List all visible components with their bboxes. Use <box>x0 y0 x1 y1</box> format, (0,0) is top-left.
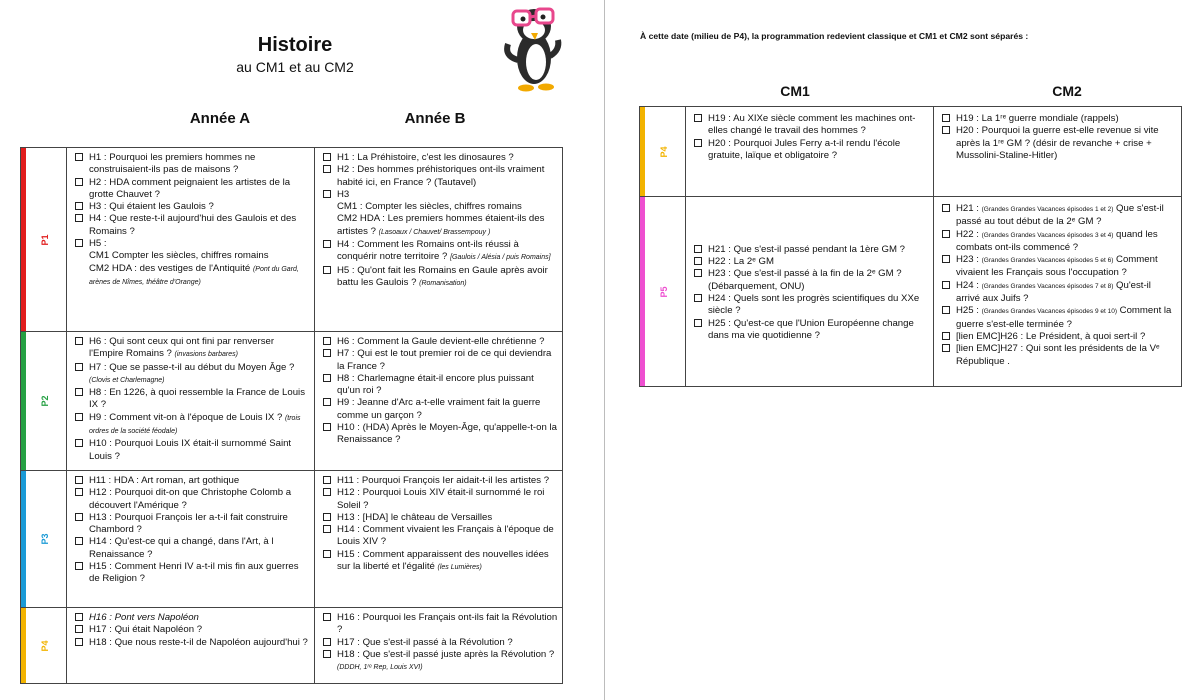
lesson-text: quand les combats ont-ils commencé ? <box>956 228 1158 253</box>
year-programming-table <box>20 147 563 684</box>
lesson-item <box>323 189 558 201</box>
checkbox[interactable] <box>75 388 83 396</box>
lesson-text: H8 : En 1226, à quoi ressemble la France de Louis IX ? <box>89 387 305 411</box>
lesson-item <box>323 348 558 373</box>
lesson-text: H22 : <box>956 228 979 240</box>
period-row <box>640 197 1182 387</box>
period-row <box>21 148 563 332</box>
lesson-text: [lien EMC]H27 : Qui sont les présidents de la Vᵉ République . <box>956 343 1160 367</box>
lesson-text: Que s'est-il passé au tout début de la 2ᵉ GM ? <box>956 203 1164 228</box>
checkbox[interactable] <box>75 413 83 421</box>
lesson-note: (Clovis et Charlemagne) <box>89 376 165 384</box>
lesson-item <box>323 649 558 675</box>
lesson-cell <box>315 332 563 471</box>
checkbox[interactable] <box>694 139 702 147</box>
lesson-item <box>75 362 310 388</box>
lesson-item <box>942 254 1177 280</box>
period-row <box>21 332 563 471</box>
lesson-item <box>942 229 1177 255</box>
lesson-text: H11 : Pourquoi François Ier aidait-t-il les artistes ? <box>337 475 550 486</box>
checkbox[interactable] <box>323 337 331 345</box>
lesson-text: [lien EMC]H26 : Le Président, à quoi sert-il ? <box>956 330 1146 342</box>
checkbox[interactable] <box>75 239 83 247</box>
period-cell <box>21 471 67 608</box>
lesson-text: H6 : Comment la Gaule devient-elle chrétienne ? <box>337 336 545 347</box>
lesson-text: H15 : Comment Henri IV a-t-il mis fin aux guerres de Religion ? <box>89 561 299 585</box>
lesson-text: H20 : Pourquoi la guerre est-elle revenue si vite après la 1ʳᵉ GM ? (désir de revanche + crise + Mussolini-Staline-Hitler) <box>956 125 1159 161</box>
year-b-heading: Année B <box>404 110 466 127</box>
lesson-item <box>75 152 310 177</box>
checkbox[interactable] <box>942 204 950 212</box>
lesson-item <box>942 125 1177 162</box>
lesson-item <box>323 201 558 213</box>
lesson-item <box>323 524 558 549</box>
checkbox[interactable] <box>942 344 950 352</box>
lesson-text: H6 : Qui sont ceux qui ont fini par renverser l'Empire Romains ? <box>89 336 275 360</box>
lesson-text: H25 : Qu'est-ce que l'Union Européenne change dans ma vie quotidienne ? <box>708 317 914 341</box>
checkbox[interactable] <box>75 488 83 496</box>
checkbox[interactable] <box>75 153 83 161</box>
lesson-text: H12 : Pourquoi dit-on que Christophe Colomb a découvert l'Amérique ? <box>89 487 292 511</box>
checkbox[interactable] <box>75 537 83 545</box>
checkbox[interactable] <box>323 476 331 484</box>
lesson-note: (Romanisation) <box>419 279 467 287</box>
checkbox[interactable] <box>942 332 950 340</box>
lesson-cell <box>934 197 1182 387</box>
lesson-item <box>75 238 310 250</box>
lesson-text: H15 : Comment apparaissent des nouvelles idées sur la liberté et l'égalité <box>337 548 549 573</box>
lesson-cell <box>934 107 1182 197</box>
lesson-item <box>323 152 558 164</box>
lesson-item <box>75 624 310 636</box>
lesson-text: H8 : Charlemagne était-il encore plus puissant qu'un roi ? <box>337 372 534 397</box>
period-label: P1 <box>40 233 50 246</box>
page-title: Histoire <box>257 34 333 56</box>
checkbox[interactable] <box>942 306 950 314</box>
lesson-text: H1 : La Préhistoire, c'est les dinosaures ? <box>337 152 514 163</box>
lesson-note: (Grandes Grandes Vacances épisodes 9 et 10) <box>981 308 1117 316</box>
lesson-text: H21 : Que s'est-il passé pendant la 1ère GM ? <box>708 243 906 255</box>
year-a-heading: Année A <box>189 110 251 127</box>
checkbox[interactable] <box>75 363 83 371</box>
checkbox[interactable] <box>323 349 331 357</box>
lesson-item <box>75 250 310 262</box>
lesson-item <box>323 549 558 575</box>
checkbox[interactable] <box>694 319 702 327</box>
checkbox[interactable] <box>323 488 331 496</box>
lesson-note: (Pont du Gard, arènes de Nîmes, théâtre d'Orange) <box>89 265 299 286</box>
lesson-item <box>323 164 558 189</box>
lesson-item <box>75 475 310 487</box>
lesson-cell <box>686 197 934 387</box>
lesson-note: (invasions barbares) <box>174 351 238 359</box>
lesson-text: H19 : Au XIXe siècle comment les machines ont-elles changé le travail des hommes ? <box>708 113 916 137</box>
lesson-item <box>75 561 310 586</box>
lesson-text: H18 : Que s'est-il passé juste après la Révolution ? <box>337 648 555 660</box>
checkbox[interactable] <box>323 240 331 248</box>
lesson-item <box>323 475 558 487</box>
lesson-cell <box>67 471 315 608</box>
lesson-text: H10 : (HDA) Après le Moyen-Âge, qu'appelle-t-on la Renaissance ? <box>337 422 557 446</box>
period-color-bar <box>21 332 26 470</box>
period-cell <box>21 148 67 332</box>
penguin-mascot-icon <box>498 0 568 96</box>
period-cell <box>21 608 67 684</box>
checkbox[interactable] <box>942 281 950 289</box>
checkbox[interactable] <box>942 114 950 122</box>
checkbox[interactable] <box>323 550 331 558</box>
page-subtitle: au CM1 et au CM2 <box>236 59 354 75</box>
cm1-heading: CM1 <box>780 83 810 99</box>
checkbox[interactable] <box>323 374 331 382</box>
lesson-text: H13 : Pourquoi François Ier a-t-il fait construire Chambord ? <box>89 511 288 536</box>
lesson-item <box>75 177 310 202</box>
lesson-text: Comment vivaient les Français sous l'occupation ? <box>956 254 1158 279</box>
checkbox[interactable] <box>694 294 702 302</box>
checkbox[interactable] <box>75 513 83 521</box>
lesson-item <box>323 487 558 512</box>
period-color-bar <box>21 148 26 331</box>
lesson-note: [Gaulois / Alésia / puis Romains] <box>450 254 551 262</box>
lesson-note: (Grandes Grandes Vacances épisodes 5 et 6) <box>981 257 1114 265</box>
lesson-note: (Lasoaux / Chauvet/ Brassempouy ) <box>378 228 491 236</box>
lesson-text: H13 : [HDA] le château de Versailles <box>337 511 493 523</box>
lesson-item <box>323 239 558 265</box>
period-color-bar <box>21 608 26 683</box>
lesson-item <box>75 536 310 561</box>
lesson-text: H16 : Pont vers Napoléon <box>89 612 199 623</box>
lesson-item <box>75 213 310 238</box>
checkbox[interactable] <box>942 230 950 238</box>
lesson-text: H5 : <box>89 238 107 250</box>
period-label: P4 <box>40 639 50 652</box>
lesson-text: H4 : Comment les Romains ont-ils réussi à conquérir notre territoire ? <box>337 239 519 263</box>
intro-note: À cette date (milieu de P4), la programmation redevient classique et CM1 et CM2 sont séparés : <box>640 31 1029 41</box>
lesson-text: H9 : Jeanne d'Arc a-t-elle vraiment fait la guerre comme un garçon ? <box>337 397 541 421</box>
checkbox[interactable] <box>942 126 950 134</box>
period-row <box>640 107 1182 197</box>
lesson-text: H2 : Des hommes préhistoriques ont-ils vraiment habité ici, en France ? (Tautavel) <box>337 164 545 188</box>
lesson-item <box>694 293 929 318</box>
lesson-item <box>75 512 310 537</box>
lesson-item <box>75 387 310 412</box>
checkbox[interactable] <box>75 613 83 621</box>
checkbox[interactable] <box>75 214 83 222</box>
lesson-cell <box>67 148 315 332</box>
lesson-item <box>694 268 929 293</box>
lesson-item <box>694 244 929 256</box>
lesson-text: H14 : Comment vivaient les Français à l'époque de Louis XIV ? <box>337 524 554 548</box>
lesson-note: (Grandes Grandes Vacances épisodes 7 et 8) <box>981 282 1114 290</box>
lesson-item <box>694 318 929 343</box>
lesson-text: H22 : La 2ᵉ GM <box>708 256 774 268</box>
lesson-text: H3 <box>337 188 350 200</box>
lesson-text: H17 : Que s'est-il passé à la Révolution ? <box>337 636 513 648</box>
checkbox[interactable] <box>323 650 331 658</box>
lesson-text: H9 : Comment vit-on à l'époque de Louis IX ? <box>89 411 283 423</box>
checkbox[interactable] <box>323 153 331 161</box>
lesson-text: CM1 Compter les siècles, chiffres romains <box>89 250 269 262</box>
lesson-item <box>75 412 310 439</box>
lesson-item <box>694 138 929 163</box>
lesson-item <box>75 487 310 512</box>
period-color-bar <box>21 471 26 607</box>
lesson-text: H23 : <box>956 254 979 266</box>
checkbox[interactable] <box>694 245 702 253</box>
lesson-text: H4 : Que reste-t-il aujourd'hui des Gaulois et des Romains ? <box>89 213 297 237</box>
lesson-text: H10 : Pourquoi Louis IX était-il surnommé Saint Louis ? <box>89 438 292 462</box>
lesson-item <box>323 397 558 422</box>
period-label: P3 <box>40 533 50 545</box>
checkbox[interactable] <box>75 476 83 484</box>
checkbox[interactable] <box>694 114 702 122</box>
checkbox[interactable] <box>75 202 83 210</box>
lesson-item <box>323 637 558 649</box>
checkbox[interactable] <box>75 562 83 570</box>
page-divider <box>604 0 605 700</box>
period-row <box>21 608 563 684</box>
lesson-item <box>942 343 1177 368</box>
lesson-cell <box>67 608 315 684</box>
lesson-text: H14 : Qu'est-ce qui a changé, dans l'Art, à l Renaissance ? <box>89 536 274 560</box>
lesson-text: H1 : Pourquoi les premiers hommes ne construisaient-ils pas de maisons ? <box>89 152 256 176</box>
lesson-item <box>942 203 1177 229</box>
lesson-item <box>75 336 310 362</box>
checkbox[interactable] <box>694 257 702 265</box>
lesson-text: H20 : Pourquoi Jules Ferry a-t-il rendu l'école gratuite, laïque et obligatoire ? <box>708 137 901 161</box>
checkbox[interactable] <box>75 178 83 186</box>
period-cell <box>640 197 686 387</box>
lesson-text: Comment la guerre s'est-elle terminée ? <box>956 305 1172 330</box>
checkbox[interactable] <box>323 423 331 431</box>
checkbox[interactable] <box>75 337 83 345</box>
checkbox[interactable] <box>323 165 331 173</box>
checkbox[interactable] <box>323 613 331 621</box>
lesson-item <box>942 113 1177 125</box>
checkbox[interactable] <box>323 513 331 521</box>
lesson-note: (Grandes Grandes Vacances épisodes 1 et 2) <box>981 206 1114 213</box>
lesson-text: CM2 HDA : des vestiges de l'Antiquité <box>89 262 251 274</box>
lesson-note: (trois ordres de la société féodale) <box>89 414 301 436</box>
lesson-item <box>694 113 929 138</box>
period-row <box>21 471 563 608</box>
lesson-cell <box>315 148 563 332</box>
lesson-item <box>323 512 558 524</box>
lesson-item <box>75 637 310 649</box>
lesson-item <box>75 263 310 290</box>
lesson-text: CM1 : Compter les siècles, chiffres romains <box>337 201 522 213</box>
period-label: P4 <box>659 145 669 158</box>
lesson-text: H19 : La 1ʳᵉ guerre mondiale (rappels) <box>956 113 1119 124</box>
checkbox[interactable] <box>75 638 83 646</box>
lesson-text: H2 : HDA comment peignaient les artistes de la grotte Chauvet ? <box>89 176 291 200</box>
level-programming-table <box>639 106 1182 387</box>
checkbox[interactable] <box>942 255 950 263</box>
lesson-item <box>942 280 1177 306</box>
lesson-item <box>694 256 929 268</box>
period-color-bar <box>640 107 645 196</box>
checkbox[interactable] <box>75 439 83 447</box>
lesson-item <box>75 612 310 624</box>
lesson-item <box>323 422 558 447</box>
lesson-cell <box>67 332 315 471</box>
period-label: P5 <box>659 285 669 298</box>
lesson-cell <box>686 107 934 197</box>
lesson-text: H7 : Que se passe-t-il au début du Moyen Âge ? <box>89 361 295 373</box>
lesson-item <box>75 201 310 213</box>
lesson-text: H3 : Qui étaient les Gaulois ? <box>89 201 214 213</box>
checkbox[interactable] <box>323 266 331 274</box>
lesson-note: (les Lumières) <box>437 564 482 572</box>
lesson-text: H25 : <box>956 305 979 317</box>
lesson-item <box>323 612 558 637</box>
lesson-text: H18 : Que nous reste-t-il de Napoléon aujourd'hui ? <box>89 636 308 648</box>
checkbox[interactable] <box>694 269 702 277</box>
lesson-text: CM2 HDA : Les premiers hommes étaient-ils des artistes ? <box>337 213 545 237</box>
checkbox[interactable] <box>323 638 331 646</box>
lesson-item <box>323 265 558 291</box>
lesson-item <box>942 331 1177 343</box>
lesson-text: H21 : <box>956 203 979 214</box>
lesson-item <box>75 438 310 463</box>
cm2-heading: CM2 <box>1052 83 1082 99</box>
lesson-note: (DDDH, 1ʳᵉ Rep, Louis XVI) <box>337 664 423 672</box>
lesson-item <box>323 336 558 348</box>
lesson-cell <box>315 471 563 608</box>
lesson-text: H24 : <box>956 279 979 291</box>
checkbox[interactable] <box>323 398 331 406</box>
lesson-item <box>942 305 1177 331</box>
checkbox[interactable] <box>323 525 331 533</box>
lesson-text: Qu'est-il arrivé aux Juifs ? <box>956 279 1151 305</box>
checkbox[interactable] <box>323 190 331 198</box>
lesson-cell <box>315 608 563 684</box>
checkbox[interactable] <box>75 625 83 633</box>
lesson-item <box>323 213 558 239</box>
period-label: P2 <box>40 395 50 407</box>
lesson-text: H7 : Qui est le tout premier roi de ce qui deviendra la France ? <box>337 348 552 372</box>
lesson-text: H12 : Pourquoi Louis XIV était-il surnommé le roi Soleil ? <box>337 487 545 511</box>
lesson-note: (Grandes Grandes Vacances épisodes 3 et 4) <box>981 231 1114 239</box>
lesson-text: H5 : Qu'ont fait les Romains en Gaule après avoir battu les Gaulois ? <box>337 264 548 288</box>
period-cell <box>640 107 686 197</box>
lesson-item <box>323 373 558 398</box>
lesson-text: H24 : Quels sont les progrès scientifiques du XXe siècle ? <box>708 293 920 317</box>
period-cell <box>21 332 67 471</box>
lesson-text: H23 : Que s'est-il passé à la fin de la 2ᵉ GM ? (Débarquement, ONU) <box>708 268 902 292</box>
lesson-text: H11 : HDA : Art roman, art gothique <box>89 475 240 486</box>
period-color-bar <box>640 197 645 386</box>
lesson-text: H16 : Pourquoi les Français ont-ils fait la Révolution ? <box>337 612 558 636</box>
lesson-text: H17 : Qui était Napoléon ? <box>89 624 203 636</box>
